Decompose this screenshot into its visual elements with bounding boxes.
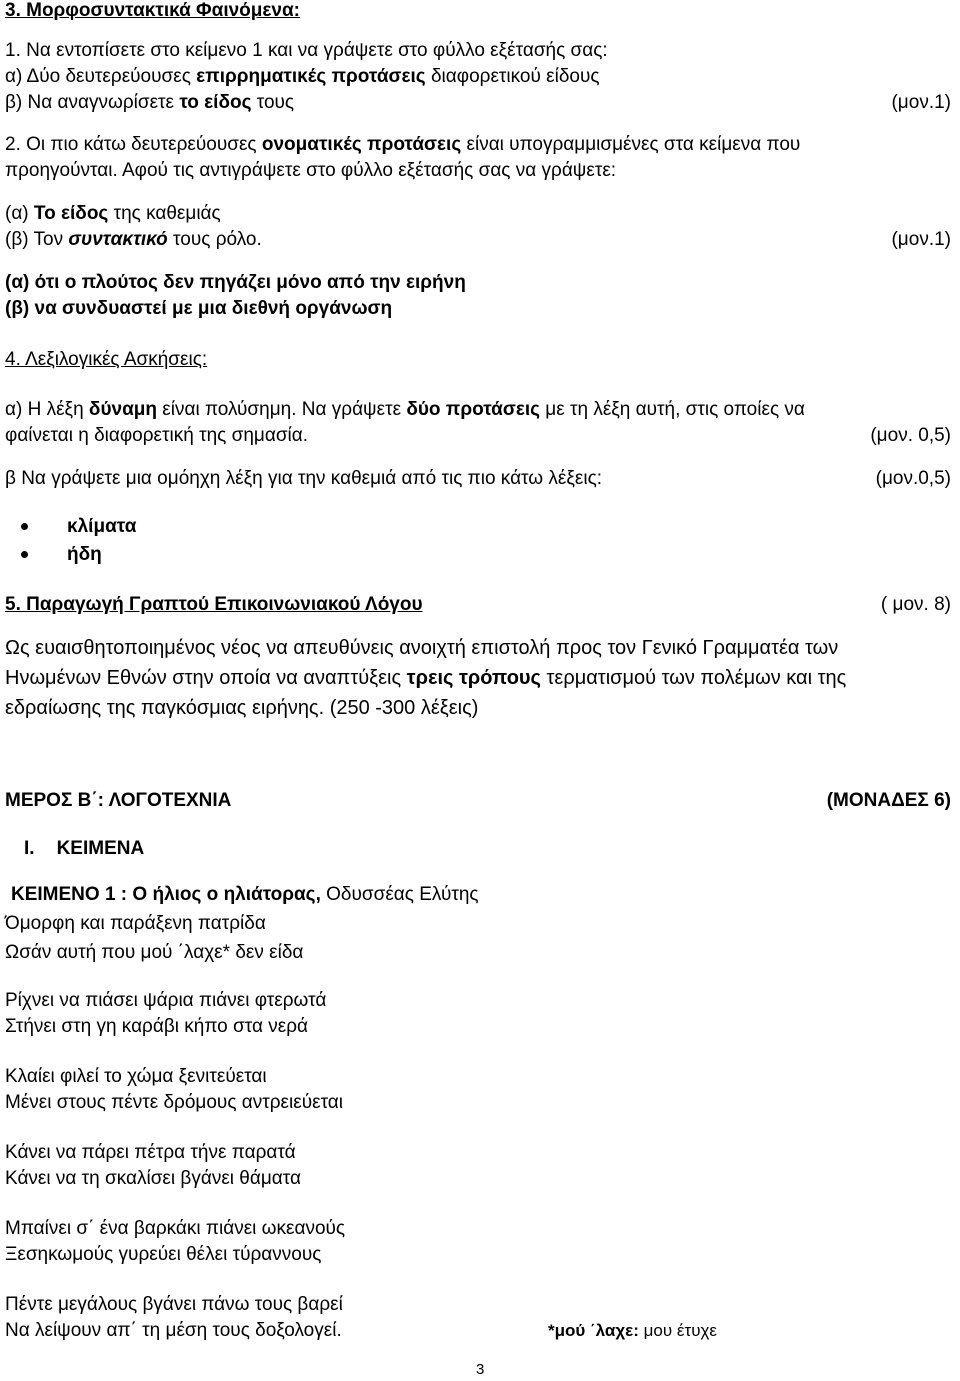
page-number: 3 <box>476 1361 485 1378</box>
section-5-heading: 5. Παραγωγή Γραπτού Επικοινωνιακού Λόγου ( μον. 8) <box>5 594 951 615</box>
s5-line-3: εδραίωσης της παγκόσμιας ειρήνης. (250 -300 λέξεις) <box>5 697 479 719</box>
poem-line: Ωσάν αυτή που μού ΄λαχε* δεν είδα <box>5 942 304 963</box>
s5-line-2: Ηνωμένων Εθνών στην οποία να αναπτύξεις τρεις τρόπους τερματισμού των πολέμων και της <box>5 667 847 689</box>
q2-line-1: 2. Οι πιο κάτω δευτερεύουσες ονοματικές προτάσεις είναι υπογραμμισμένες στα κείμενα που <box>5 134 801 155</box>
poem-line: Πέντε μεγάλους βγάνει πάνω τους βαρεί <box>5 1294 343 1315</box>
poem-line: Στήνει στη γη καράβι κήπο στα νερά <box>5 1016 309 1037</box>
s5-line-1: Ως ευαισθητοποιημένος νέος να απευθύνεις ανοιχτή επιστολή προς τον Γενικό Γραμματέα των <box>5 637 839 659</box>
poem-line: Μπαίνει σ΄ ένα βαρκάκι πιάνει ωκεανούς <box>5 1218 346 1239</box>
s4-a-marks: (μον. 0,5) <box>870 425 951 446</box>
s4-a-line-2: φαίνεται η διαφορετική της σημασία. (μον. 0,5) <box>5 425 951 446</box>
part-b-title: ΜΕΡΟΣ Β΄: ΛΟΓΟΤΕΧΝΙΑ (ΜΟΝΑΔΕΣ 6) <box>5 790 951 811</box>
poem-line: Κλαίει φιλεί το χώμα ξενιτεύεται <box>5 1066 267 1087</box>
q1-item-b: β) Να αναγνωρίσετε το είδος τους (μον.1) <box>5 92 951 113</box>
s5-marks: ( μον. 8) <box>880 594 951 615</box>
poem-line: Να λείψουν απ΄ τη μέση τους δοξολογεί. <box>5 1320 342 1341</box>
q2-line-2: προηγούνται. Αφού τις αντιγράψετε στο φύλλο εξέτασής σας να γράψετε: <box>5 160 617 181</box>
word-2: ήδη <box>67 544 102 565</box>
text-1-label: ΚΕΙΜΕΝΟ 1 : Ο ήλιος ο ηλιάτορας, Οδυσσέας Ελύτης <box>11 884 479 905</box>
s4-a-line-1: α) Η λέξη δύναμη είναι πολύσημη. Να γράψετε δύο προτάσεις με τη λέξη αυτή, στις οποίες να <box>5 399 805 420</box>
poem-line: Ρίχνει να πιάσει ψάρια πιάνει φτερωτά <box>5 990 327 1011</box>
word-1: κλίματα <box>67 516 137 537</box>
poem-line: Μένει στους πέντε δρόμους αντρειεύεται <box>5 1092 344 1113</box>
poem-line: Όμορφη και παράξενη πατρίδα <box>5 913 266 934</box>
poem-line: Κάνει να πάρει πέτρα τήνε παρατά <box>5 1142 296 1163</box>
q2-sentence-b: (β) να συνδυαστεί με μια διεθνή οργάνωση <box>5 298 393 319</box>
poem-line: Ξεσηκωμούς γυρεύει θέλει τύραννους <box>5 1244 322 1265</box>
part-b-marks: (ΜΟΝΑΔΕΣ 6) <box>826 790 951 811</box>
bullet-icon <box>21 523 28 530</box>
q1-item-a: α) Δύο δευτερεύουσες επιρρηματικές προτάσεις διαφορετικού είδους <box>5 66 600 87</box>
s4-b-line: β Να γράψετε μια ομόηχη λέξη για την καθεμιά από τις πιο κάτω λέξεις: (μον.0,5) <box>5 468 951 489</box>
bullet-icon <box>21 551 28 558</box>
s4-b-marks: (μον.0,5) <box>875 468 951 489</box>
q2-marks: (μον.1) <box>891 229 951 250</box>
q2-item-a: (α) Το είδος της καθεμιάς <box>5 203 221 224</box>
footnote: *μού ΄λαχε: μου έτυχε <box>548 1321 717 1340</box>
section-3-heading: 3. Μορφοσυντακτικά Φαινόμενα: <box>5 0 300 21</box>
section-4-heading: 4. Λεξιλογικές Ασκήσεις: <box>5 349 208 370</box>
q1-marks: (μον.1) <box>891 92 951 113</box>
q2-sentence-a: (α) ότι ο πλούτος δεν πηγάζει μόνο από την ειρήνη <box>5 272 466 293</box>
q1-intro: 1. Να εντοπίσετε στο κείμενο 1 και να γράψετε στο φύλλο εξέτασής σας: <box>5 40 608 61</box>
texts-subheading: Ι. ΚΕΙΜΕΝΑ <box>24 838 145 859</box>
poem-line: Κάνει να τη σκαλίσει βγάνει θάματα <box>5 1168 301 1189</box>
q2-item-b: (β) Τον συντακτικό τους ρόλο. (μον.1) <box>5 229 951 250</box>
